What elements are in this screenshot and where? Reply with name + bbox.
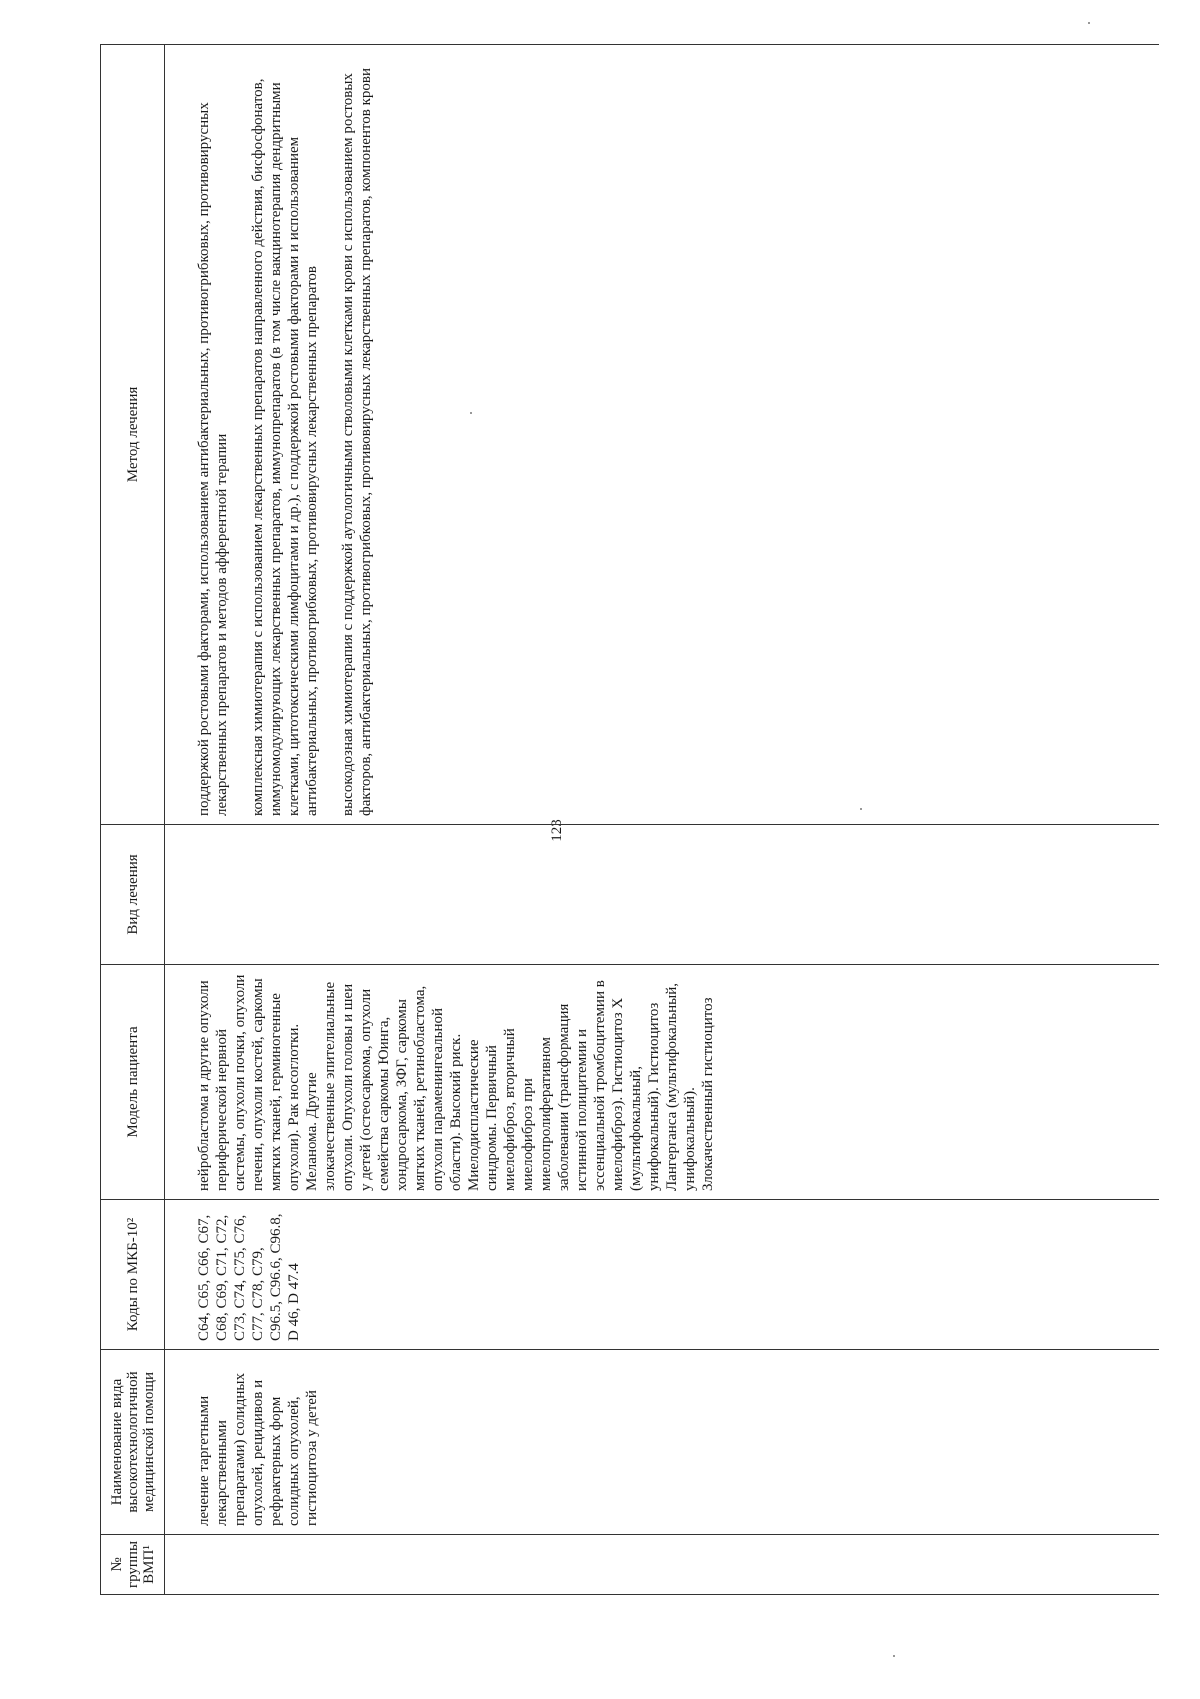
table-row [165, 45, 1160, 1595]
cell-vmp-name: лечение таргетными лекарственными препаратами) солидных опухолей, рецидивов и рефрактерных форм солидных опухолей, гистиоцитоза у детей [165, 1350, 1160, 1535]
vmp-table [100, 44, 1159, 1595]
method-paragraph: высокодозная химиотерапия с поддержкой аутологичными стволовыми клетками крови с использованием ростовых факторов, антибактериальных, противогрибковых, противовирусных лекарственных препаратов, компонентов крови [340, 68, 374, 816]
method-paragraph: комплексная химиотерапия с использованием лекарственных препаратов направленного действия, бисфосфонатов, иммуномодулирующих лекарственных препаратов, иммунопрепаратов (в том числе вакцинотерапия дендритными клетками, цитотоксическими лимфоцитами и др.), с поддержкой ростовыми факторами и использованием антибактериальных, противогрибковых, противовирусных лекарственных препаратов [250, 78, 320, 816]
rotated-page [100, 45, 1120, 1595]
header-patient-model: Модель пациента [101, 965, 165, 1200]
scan-speck [1088, 22, 1090, 24]
header-group-no: № группы ВМП¹ [101, 1535, 165, 1595]
header-vmp-name: Наименование вида высокотехнологичной медицинской помощи [101, 1350, 165, 1535]
scan-speck [893, 1655, 895, 1657]
page-number: 123 [548, 819, 565, 842]
cell-patient-model: нейробластома и другие опухоли периферической нервной системы, опухоли почки, опухоли печени, опухоли костей, саркомы мягких тканей, герминогенные опухоли). Рак носоглотки. Меланома. Другие злокачественные эпителиальные опухоли. Опухоли головы и шеи у детей (остеосаркома, опухоли семейства саркомы Юинга, хондросаркома, ЗФГ, саркомы мягких тканей, ретинобластома, опухоли параменингеальной области). Высокий риск. Миелодиспластические синдромы. Первичный миелофиброз, вторичный миелофиброз при миелопролиферативном заболевании (трансформация истинной полицитемии и эссенциальной тромбоцитемии в миелофиброз). Гистиоцитоз X (мультифокальный, унифокальный). Гистиоцитоз Лангерганса (мультифокальный, унифокальный). Злокачественный гистиоцитоз [165, 965, 1160, 1200]
header-icd-codes: Коды по МКБ-10² [101, 1200, 165, 1350]
header-treatment-type: Вид лечения [101, 825, 165, 965]
header-treatment-method: Метод лечения [101, 45, 165, 825]
cell-treatment-type [165, 825, 1160, 965]
method-paragraph: поддержкой ростовыми факторами, использованием антибактериальных, противогрибковых, противовирусных лекарственных препаратов и методов афферентной терапии [196, 102, 230, 816]
scan-speck [470, 412, 472, 414]
cell-icd-codes: C64, C65, C66, C67, C68, C69, C71, C72, C73, C74, C75, C76, C77, C78, C79, C96.5, C96.6, C96.8, D 46, D 47.4 [165, 1200, 1160, 1350]
cell-treatment-method [165, 45, 1160, 825]
table-header-row [101, 45, 165, 1595]
scan-speck [860, 808, 862, 810]
cell-group-no [165, 1535, 1160, 1595]
